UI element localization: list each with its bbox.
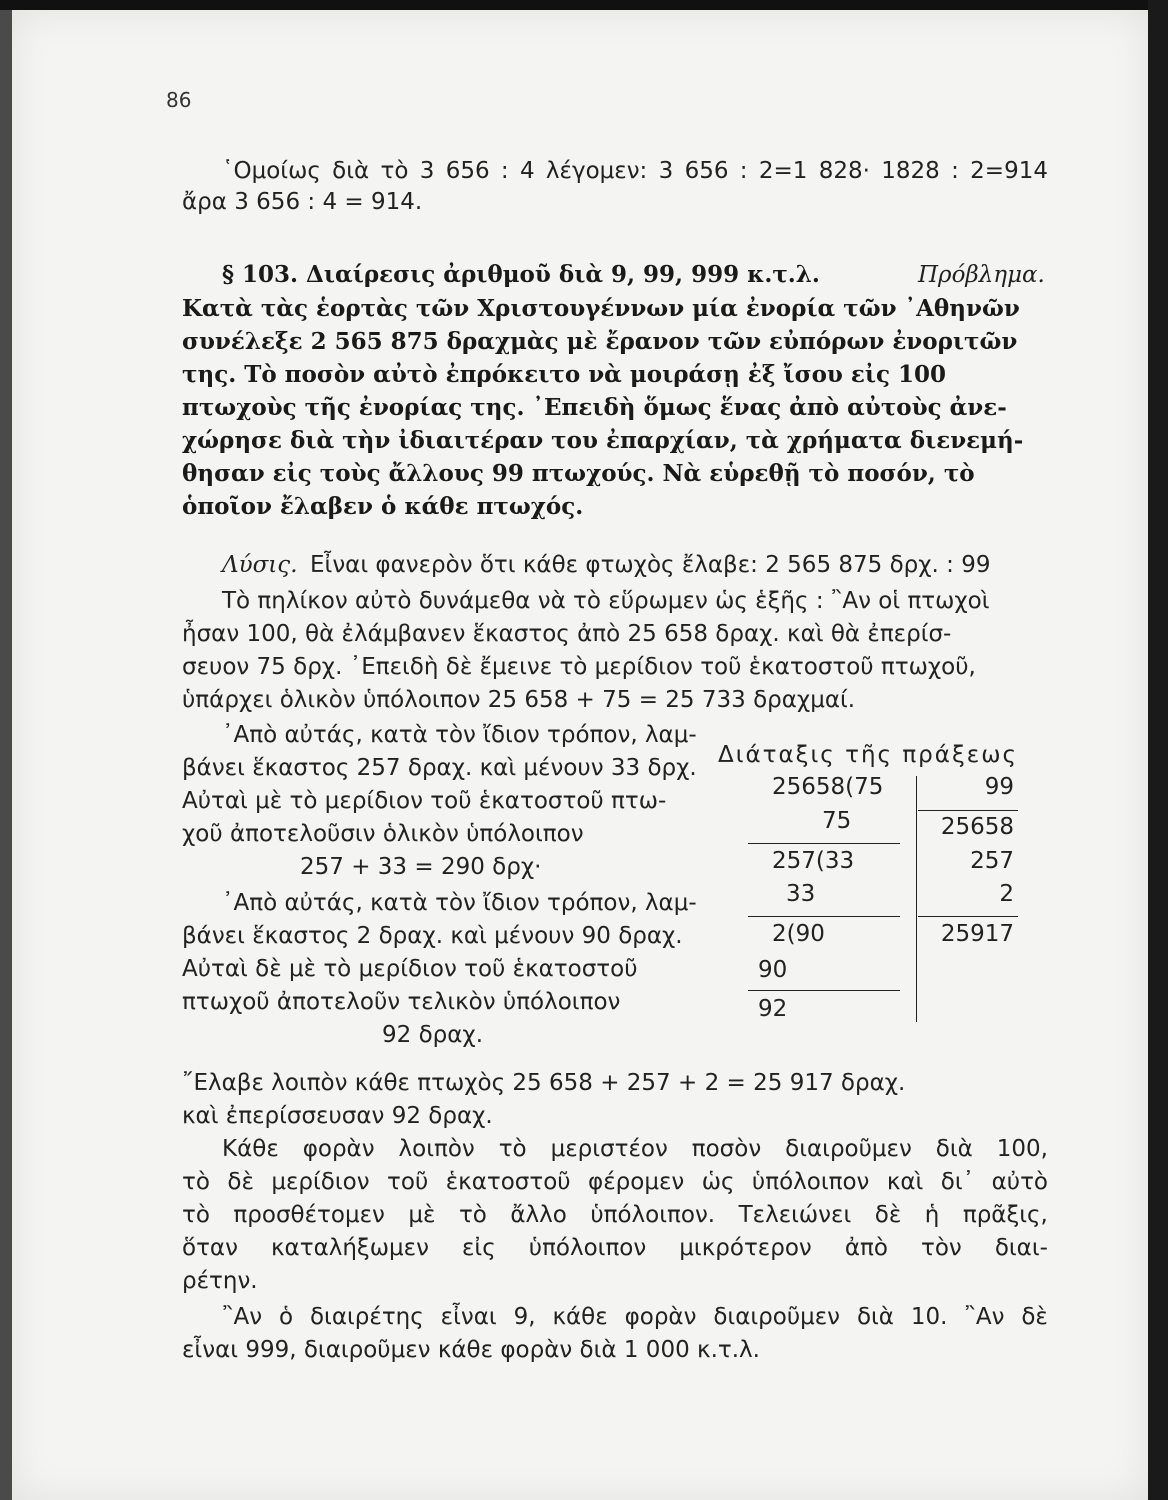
division-left-7: 92 [758, 996, 788, 1022]
solution-line-2: ἦσαν 100, θὰ ἐλάμβανεν ἕκαστος ἀπὸ 25 658 δραχ. καὶ θὰ ἐπερίσ- [182, 621, 952, 647]
divisor-underline [918, 810, 1018, 811]
solution-line-3: σευον 75 δρχ. ᾿Επειδὴ δὲ ἔμεινε τὸ μερίδιον τοῦ ἑκατοστοῦ πτωχοῦ, [182, 654, 976, 680]
layout-title: Διάταξις τῆς πράξεως [718, 742, 1018, 768]
closing-line-7: εἶναι 999, διαιροῦμεν κάθε φορὰν διὰ 1 000 κ.τ.λ. [182, 1337, 760, 1363]
page-number: 86 [166, 88, 192, 112]
left-column-line-6: ᾿Απὸ αὐτάς, κατὰ τὸν ἴδιον τρόπον, λαμ- [222, 890, 697, 916]
problem-line-1: Κατὰ τὰς ἑορτὰς τῶν Χριστουγέννων μία ἐνορία τῶν ᾿Αθηνῶν [182, 295, 1020, 322]
total-quotient: 25917 [940, 921, 1014, 947]
division-left-6: 90 [758, 957, 788, 983]
division-left-3: 257(33 [772, 848, 855, 874]
solution-label: Λύσις. [222, 552, 298, 578]
partial-quotient-1: 25658 [940, 814, 1014, 840]
division-left-1: 25658(75 [772, 774, 884, 800]
intro-line-1: ῾Ομοίως διὰ τὸ 3 656 : 4 λέγομεν: 3 656 : 2=1 828· 1828 : 2=914 [222, 158, 1048, 184]
problem-line-2: συνέλεξε 2 565 875 δραχμὰς μὲ ἔρανον τῶν εὐπόρων ἐνοριτῶν [182, 328, 1018, 355]
problem-line-4: πτωχοὺς τῆς ἐνορίας της. ᾿Επειδὴ ὅμως ἕνας ἀπὸ αὐτοὺς ἀνε- [182, 394, 1007, 421]
partial-quotient-2: 257 [970, 848, 1014, 874]
division-left-2: 75 [822, 808, 852, 834]
subtraction-rule-1 [748, 843, 900, 844]
subtraction-rule-3 [748, 990, 900, 991]
solution-first-line: Εἶναι φανερὸν ὅτι κάθε φτωχὸς ἔλαβε: 2 565 875 δρχ. : 99 [310, 552, 991, 578]
result-line-2: καὶ ἐπερίσσευσαν 92 δραχ. [182, 1103, 493, 1129]
division-left-5: 2(90 [772, 921, 825, 947]
divisor: 99 [984, 774, 1014, 800]
left-column-line-1: ᾿Απὸ αὐτάς, κατὰ τὸν ἴδιον τρόπον, λαμ- [222, 722, 697, 748]
scan-right-border [1148, 0, 1168, 1500]
intro-line-2: ἄρα 3 656 : 4 = 914. [182, 189, 423, 215]
division-left-4: 33 [786, 881, 816, 907]
problem-line-6: θησαν εἰς τοὺς ἄλλους 99 πτωχούς. Νὰ εὑρεθῇ τὸ ποσόν, τὸ [182, 460, 975, 487]
left-column-line-8: Αὐταὶ δὲ μὲ τὸ μερίδιον τοῦ ἑκατοστοῦ [182, 956, 638, 982]
subtraction-rule-2 [748, 916, 900, 917]
partial-quotient-3: 2 [999, 881, 1014, 907]
division-vertical-rule [916, 776, 917, 1022]
problem-line-3: της. Τὸ ποσὸν αὐτὸ ἐπρόκειτο νὰ μοιράσῃ ἐξ ἴσου εἰς 100 [182, 361, 947, 388]
left-column-line-7: βάνει ἕκαστος 2 δραχ. καὶ μένουν 90 δραχ. [182, 923, 683, 949]
left-column-line-4: χοῦ ἀποτελοῦσιν ὁλικὸν ὑπόλοιπον [182, 821, 584, 847]
closing-line-1: Κάθε φορὰν λοιπὸν τὸ μεριστέον ποσὸν διαιροῦμεν διὰ 100, [222, 1136, 1048, 1162]
quotient-sum-rule [918, 916, 1018, 917]
scan-top-border [0, 0, 1168, 10]
problem-line-5: χώρησε διὰ τὴν ἰδιαιτέραν του ἐπαρχίαν, τὰ χρήματα διενεμή- [182, 427, 1024, 454]
result-line-1: ῎Ελαβε λοιπὸν κάθε πτωχὸς 25 658 + 257 + 2 = 25 917 δραχ. [182, 1070, 906, 1096]
problem-label: Πρόβλημα. [918, 262, 1045, 288]
section-heading: § 103. Διαίρεσις ἀριθμοῦ διὰ 9, 99, 999 κ.τ.λ. [222, 261, 820, 288]
solution-line-4: ὑπάρχει ὁλικὸν ὑπόλοιπον 25 658 + 75 = 25 733 δραχμαί. [182, 687, 856, 713]
closing-line-3: τὸ προσθέτομεν μὲ τὸ ἄλλο ὑπόλοιπον. Τελειώνει δὲ ἡ πρᾶξις, [182, 1202, 1048, 1228]
closing-line-4: ὅταν καταλήξωμεν εἰς ὑπόλοιπον μικρότερον ἀπὸ τὸν διαι- [182, 1235, 1048, 1261]
closing-line-5: ρέτην. [182, 1268, 258, 1294]
left-column-line-3: Αὐταὶ μὲ τὸ μερίδιον τοῦ ἑκατοστοῦ πτω- [182, 788, 667, 814]
left-column-line-5: 257 + 33 = 290 δρχ· [300, 854, 542, 880]
closing-line-2: τὸ δὲ μερίδιον τοῦ ἑκατοστοῦ φέρομεν ὡς ὑπόλοιπον καὶ δι᾿ αὐτὸ [182, 1169, 1048, 1195]
left-column-line-10: 92 δραχ. [382, 1022, 484, 1048]
left-column-line-2: βάνει ἕκαστος 257 δραχ. καὶ μένουν 33 δρχ. [182, 755, 697, 781]
closing-line-6: ῍Αν ὁ διαιρέτης εἶναι 9, κάθε φορὰν διαιροῦμεν διὰ 10. ῍Αν δὲ [222, 1304, 1048, 1330]
left-column-line-9: πτωχοῦ ἀποτελοῦν τελικὸν ὑπόλοιπον [182, 989, 621, 1015]
problem-line-7: ὁποῖον ἔλαβεν ὁ κάθε πτωχός. [182, 493, 584, 520]
solution-line-1: Τὸ πηλίκον αὐτὸ δυνάμεθα νὰ τὸ εὕρωμεν ὡς ἑξῆς : ῍Αν οἱ πτωχοὶ [222, 588, 990, 614]
